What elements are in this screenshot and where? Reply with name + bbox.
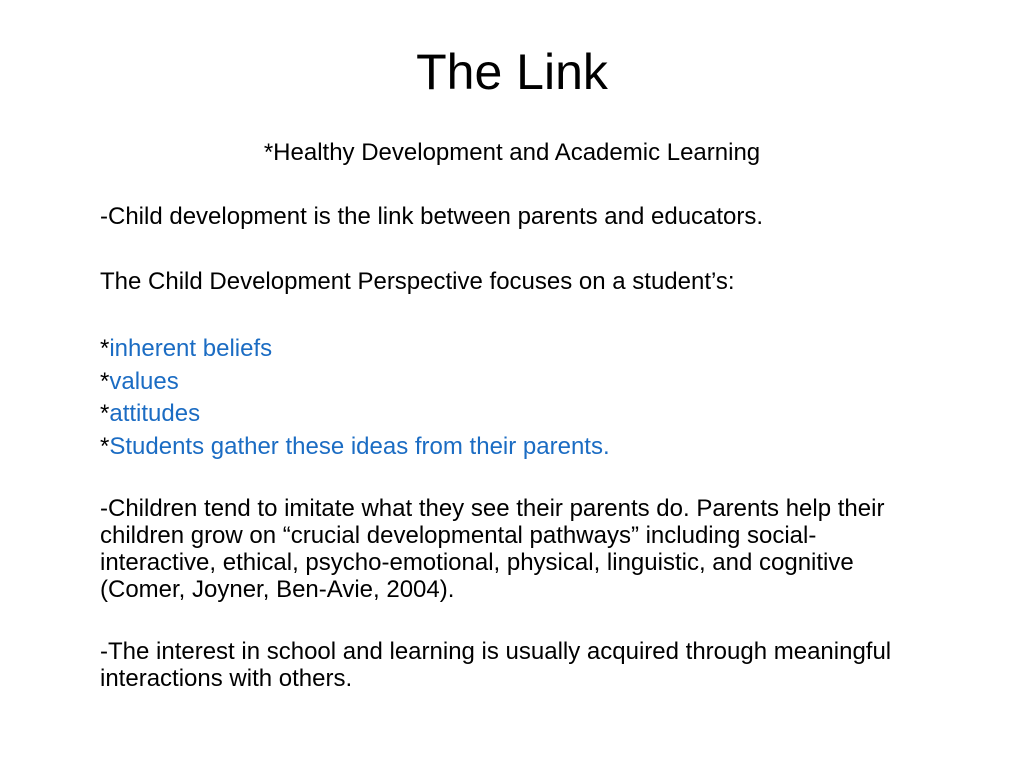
bullet-text: Students gather these ideas from their parents. (109, 432, 610, 460)
bullet-text: inherent beliefs (109, 335, 273, 362)
slide-subtitle: *Healthy Development and Academic Learning (263, 139, 761, 166)
bullet-marker: * (100, 335, 110, 362)
list-item (100, 431, 930, 464)
paragraph-perspective-intro: The Child Development Perspective focuses on a student’s: (100, 268, 735, 295)
bullet-marker: * (100, 432, 110, 460)
slide-title: The Link (416, 44, 608, 100)
bullet-marker: * (100, 400, 110, 427)
bullet-text: values (109, 367, 179, 395)
paragraph-imitation-pathways: -Children tend to imitate what they see their parents do. Parents help their children grow on “crucial developmental pathways” including social-interactive, ethical, psycho-emotional, physical, linguistic, and cognitive (Comer, Joyner, Ben-Avie, 2004). (100, 495, 885, 603)
bullet-marker: * (100, 367, 110, 395)
list-item (100, 366, 930, 399)
focus-list (100, 333, 930, 463)
paragraph-child-development-link: -Child development is the link between parents and educators. (100, 203, 764, 230)
list-item (100, 398, 930, 431)
paragraph-interest-in-school: -The interest in school and learning is usually acquired through meaningful interactions with others. (100, 638, 892, 692)
list-item (100, 333, 930, 366)
bullet-text: attitudes (109, 400, 201, 427)
